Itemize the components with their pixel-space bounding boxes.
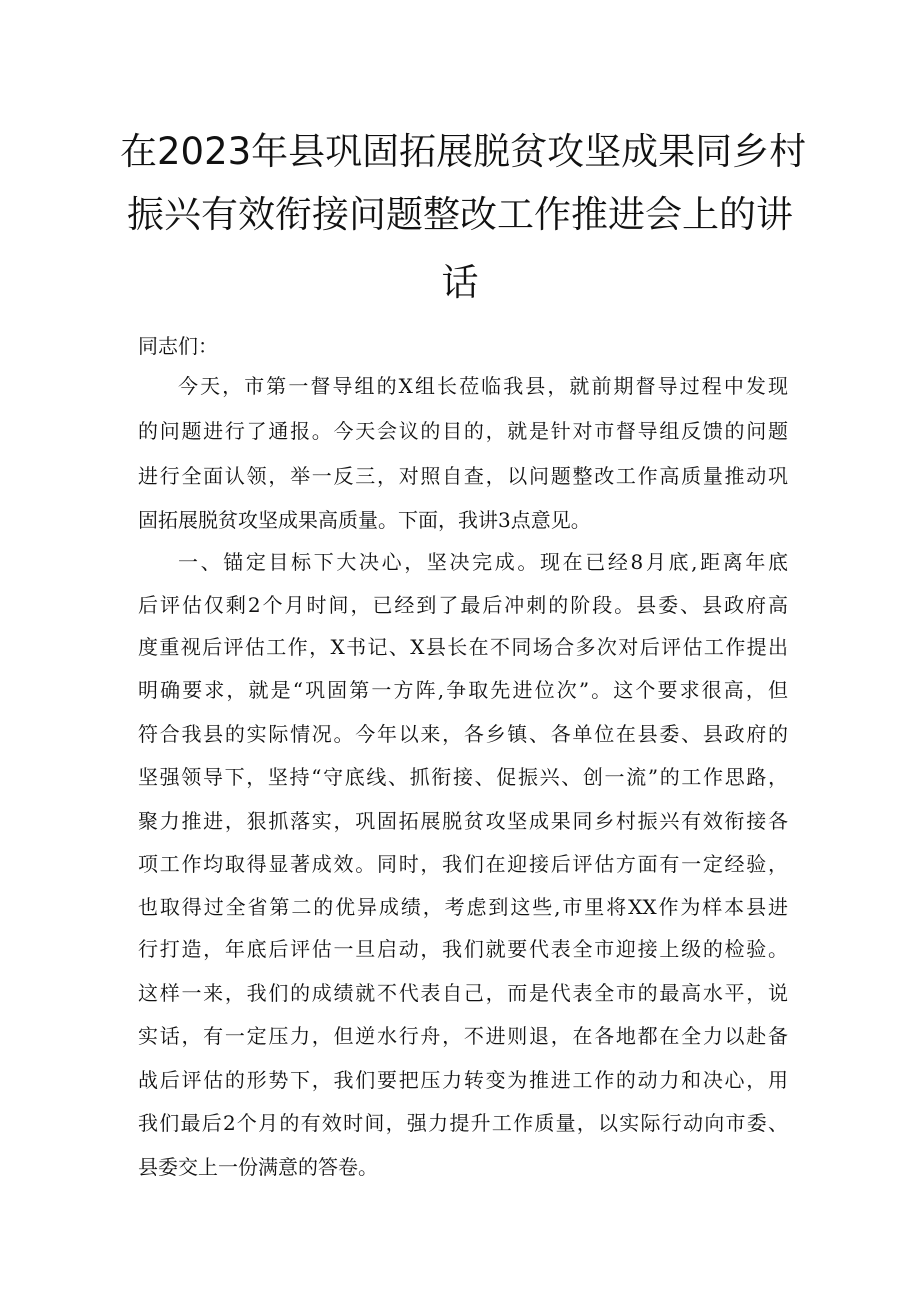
paragraph-2-line: 符合我县的实际情况。今年以来，各乡镇、各单位在县委、县政府的 [138,722,788,746]
paragraph-2-line: 后评估仅剩2个月时间，已经到了最后冲刺的阶段。县委、县政府高 [138,593,788,617]
paragraph-1-line: 的问题进行了通报。今天会议的目的，就是针对市督导组反馈的问题 [138,419,788,443]
paragraph-2-line: 县委交上一份满意的答卷。 [138,1155,378,1179]
paragraph-2-line: 聚力推进，狠抓落实，巩固拓展脱贫攻坚成果同乡村振兴有效衔接各 [138,809,788,833]
paragraph-2-line: 我们最后2个月的有效时间，强力提升工作质量，以实际行动向市委、 [138,1111,788,1135]
paragraph-2-line: 坚强领导下，坚持“守底线、抓衔接、促振兴、创一流”的工作思路， [138,765,788,789]
paragraph-2-line: 也取得过全省第二的优异成绩，考虑到这些,市里将XX作为样本县进 [138,895,788,919]
paragraph-2-line: 度重视后评估工作，X书记、X县长在不同场合多次对后评估工作提出 [138,635,788,659]
title-line-3: 话 [441,261,479,304]
paragraph-2-line: 明确要求，就是“巩固第一方阵,争取先进位次”。这个要求很高，但 [138,678,788,702]
paragraph-2-line: 这样一来，我们的成绩就不代表自己，而是代表全市的最高水平，说 [138,981,788,1005]
paragraph-1-line: 进行全面认领，举一反三，对照自查，以问题整改工作高质量推动巩 [138,464,788,488]
paragraph-2-line: 战后评估的形势下，我们要把压力转变为推进工作的动力和决心，用 [138,1068,788,1092]
paragraph-2-line: 实话，有一定压力，但逆水行舟，不进则退，在各地都在全力以赴备 [138,1024,788,1048]
paragraph-2-line: 行打造，年底后评估一旦启动，我们就要代表全市迎接上级的检验。 [138,937,788,961]
paragraph-1-line: 今天，市第一督导组的X组长莅临我县，就前期督导过程中发现 [178,374,788,398]
salutation: 同志们： [138,334,218,358]
paragraph-2-line: 一、锚定目标下大决心，坚决完成。现在已经8月底,距离年底 [178,550,788,574]
paragraph-1-line: 固拓展脱贫攻坚成果高质量。下面，我讲3点意见。 [138,508,591,532]
paragraph-2-line: 项工作均取得显著成效。同时，我们在迎接后评估方面有一定经验， [138,852,788,876]
title-line-2: 振兴有效衔接问题整改工作推进会上的讲 [127,193,793,236]
title-line-1: 在2023年县巩固拓展脱贫攻坚成果同乡村 [120,130,807,173]
